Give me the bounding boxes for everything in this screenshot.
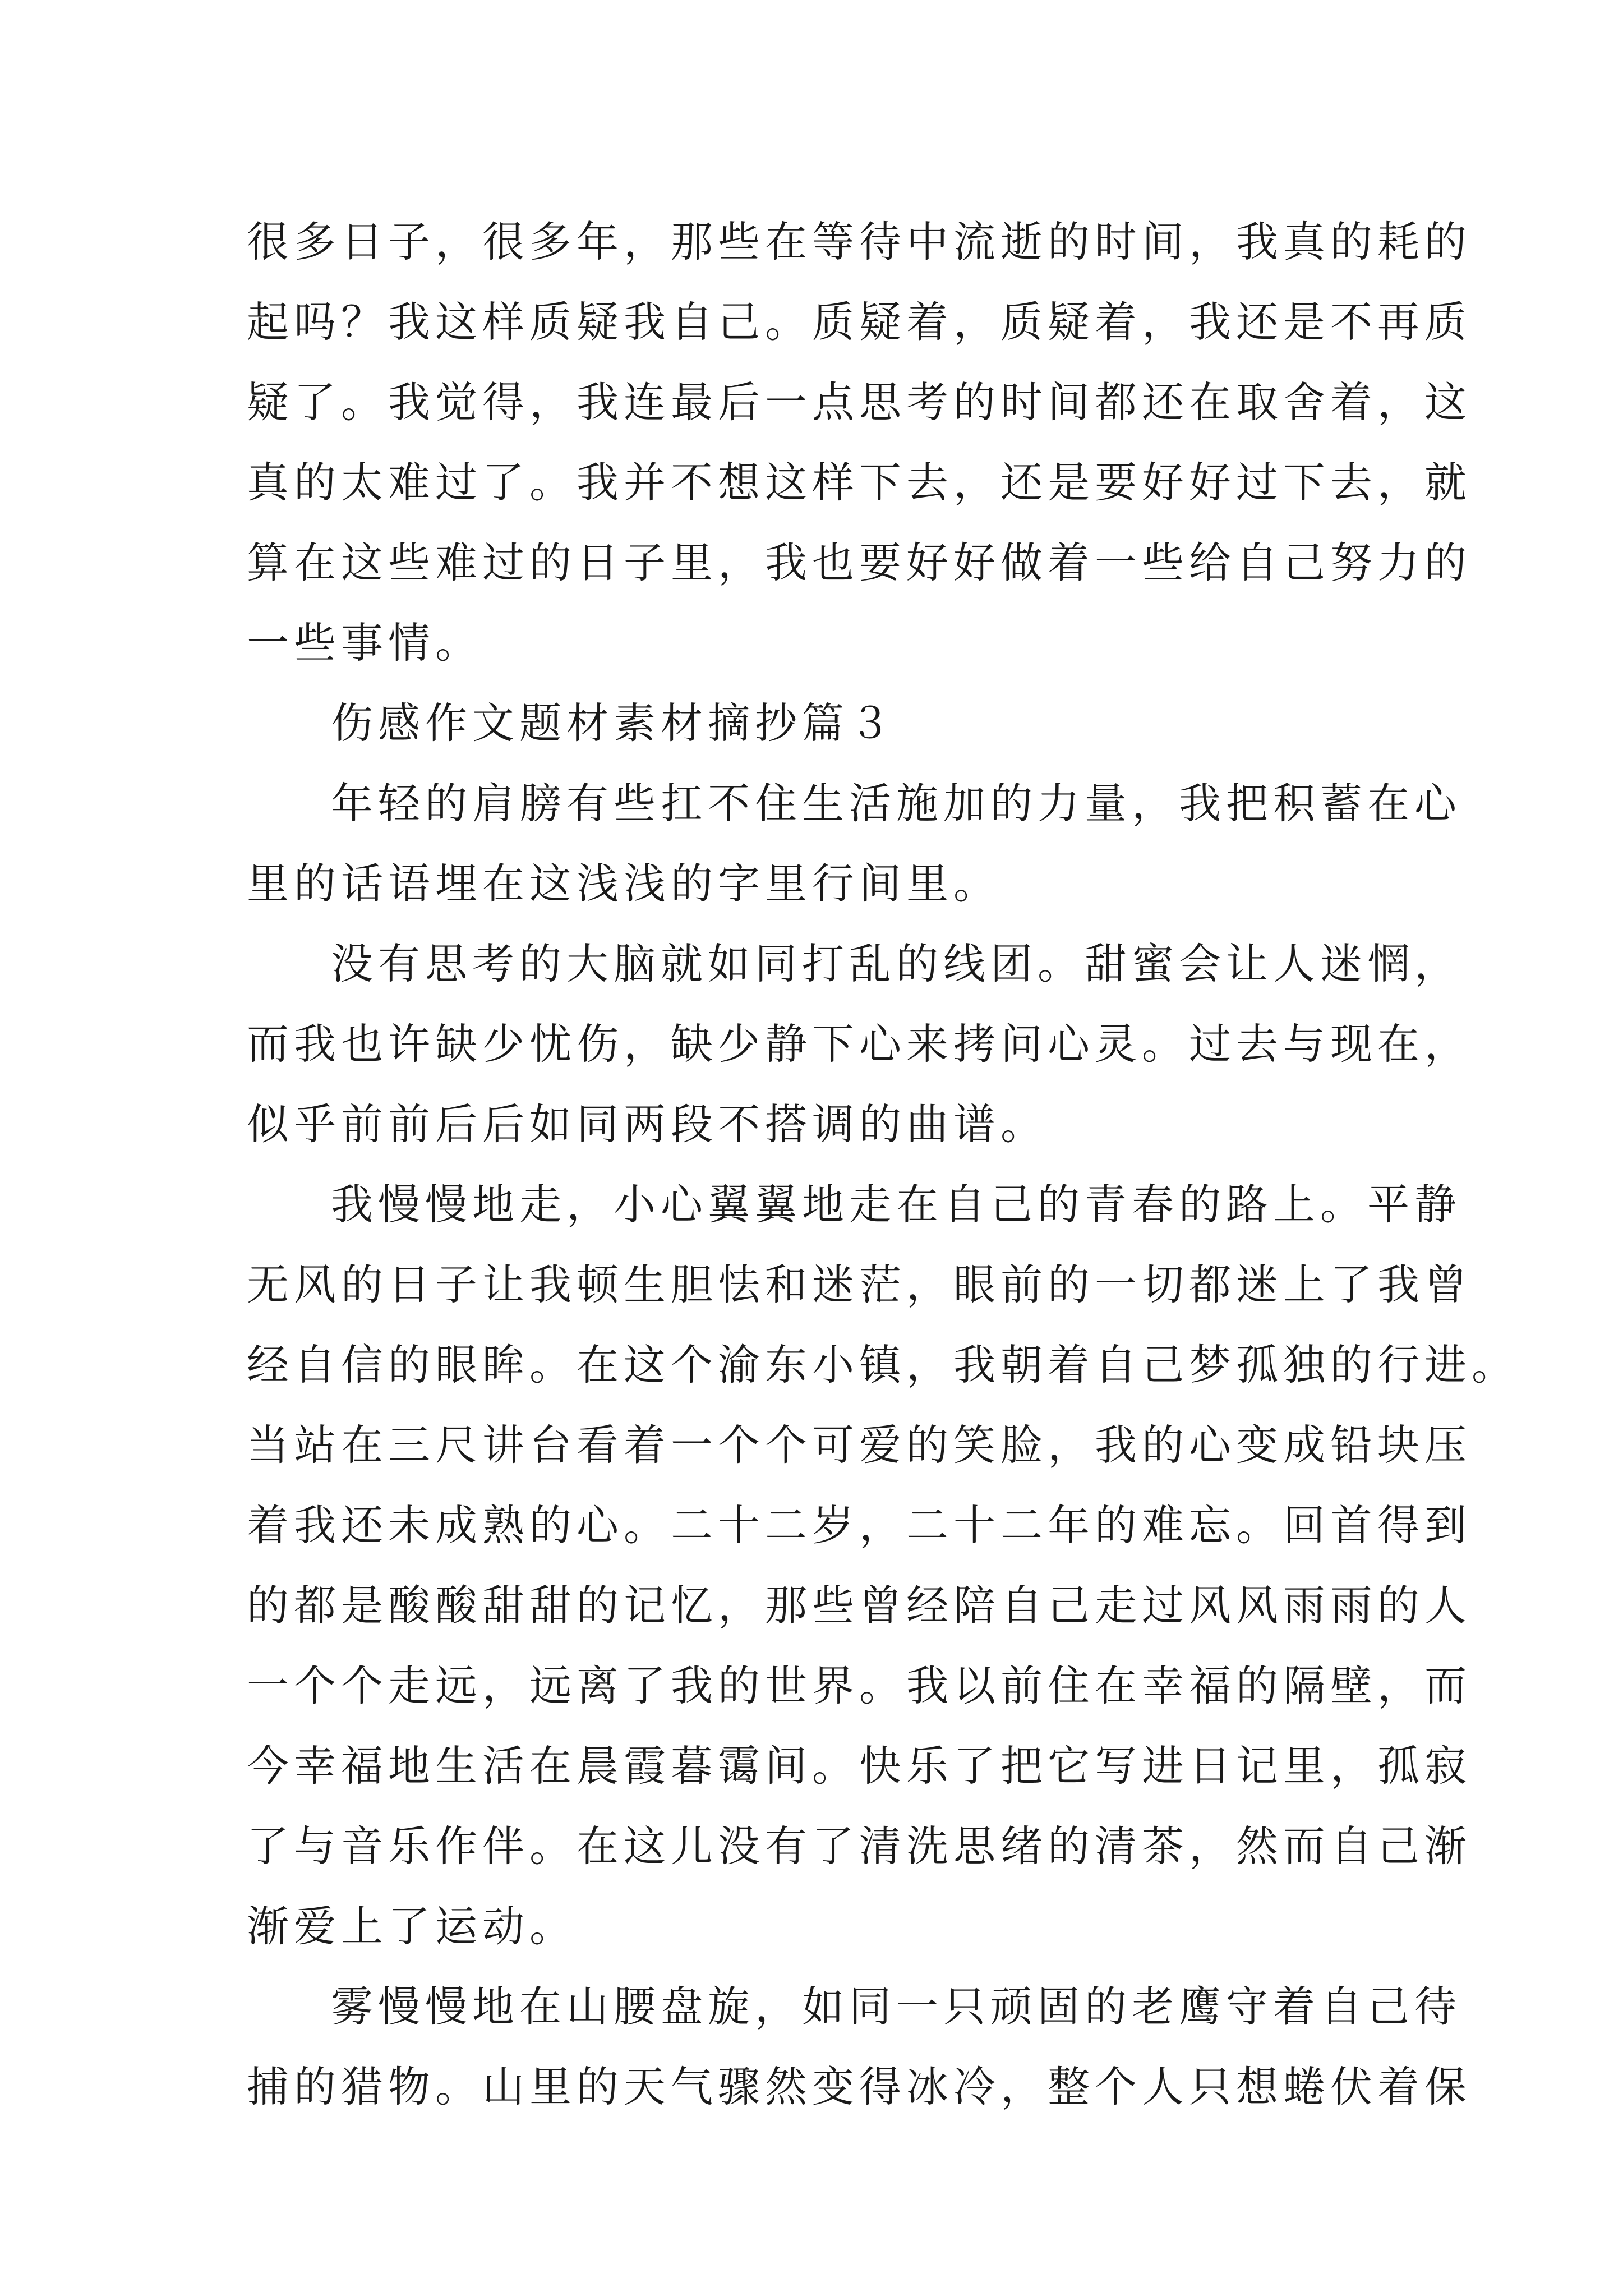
text-line: 而我也许缺少忧伤，缺少静下心来拷问心灵。过去与现在， xyxy=(247,1019,1472,1069)
text-line: 一个个走远，远离了我的世界。我以前住在幸福的隔壁，而 xyxy=(247,1661,1472,1710)
text-line: 今幸福地生活在晨霞暮霭间。快乐了把它写进日记里，孤寂 xyxy=(247,1741,1472,1791)
text-line: 我慢慢地走，小心翼翼地走在自己的青春的路上。平静 xyxy=(331,1180,1462,1229)
text-line: 很多日子，很多年，那些在等待中流逝的时间，我真的耗的 xyxy=(247,217,1472,266)
text-line: 年轻的肩膀有些扛不住生活施加的力量，我把积蓄在心 xyxy=(331,779,1462,828)
text-line: 一些事情。 xyxy=(247,618,483,668)
text-line: 真的太难过了。我并不想这样下去，还是要好好过下去，就 xyxy=(247,458,1472,507)
text-line: 疑了。我觉得，我连最后一点思考的时间都还在取舍着，这 xyxy=(247,378,1472,427)
text-line: 没有思考的大脑就如同打乱的线团。甜蜜会让人迷惘， xyxy=(331,939,1462,988)
document-body xyxy=(247,202,1519,2127)
text-line: 当站在三尺讲台看着一个个可爱的笑脸，我的心变成铅块压 xyxy=(247,1420,1472,1470)
text-line: 似乎前前后后如同两段不搭调的曲谱。 xyxy=(247,1099,1048,1149)
text-line: 的都是酸酸甜甜的记忆，那些曾经陪自己走过风风雨雨的人 xyxy=(247,1581,1472,1630)
text-line: 雾慢慢地在山腰盘旋，如同一只顽固的老鹰守着自己待 xyxy=(331,1982,1462,2031)
text-line: 渐爱上了运动。 xyxy=(247,1902,577,1951)
text-line: 着我还未成熟的心。二十二岁，二十二年的难忘。回首得到 xyxy=(247,1501,1472,1550)
text-line: 了与音乐作伴。在这儿没有了清洗思绪的清茶，然而自己渐 xyxy=(247,1821,1472,1871)
text-line: 捕的猎物。山里的天气骤然变得冰冷，整个人只想蜷伏着保 xyxy=(247,2062,1472,2111)
text-line: 无风的日子让我顿生胆怯和迷茫，眼前的一切都迷上了我曾 xyxy=(247,1260,1472,1309)
section-heading: 伤感作文题材素材摘抄篇３ xyxy=(331,698,897,748)
text-line: 算在这些难过的日子里，我也要好好做着一些给自己努力的 xyxy=(247,538,1472,587)
text-line: 里的话语埋在这浅浅的字里行间里。 xyxy=(247,859,1001,908)
text-line: 经自信的眼眸。在这个渝东小镇，我朝着自己梦孤独的行进。 xyxy=(247,1340,1519,1389)
text-line: 起吗？我这样质疑我自己。质疑着，质疑着，我还是不再质 xyxy=(247,297,1472,347)
